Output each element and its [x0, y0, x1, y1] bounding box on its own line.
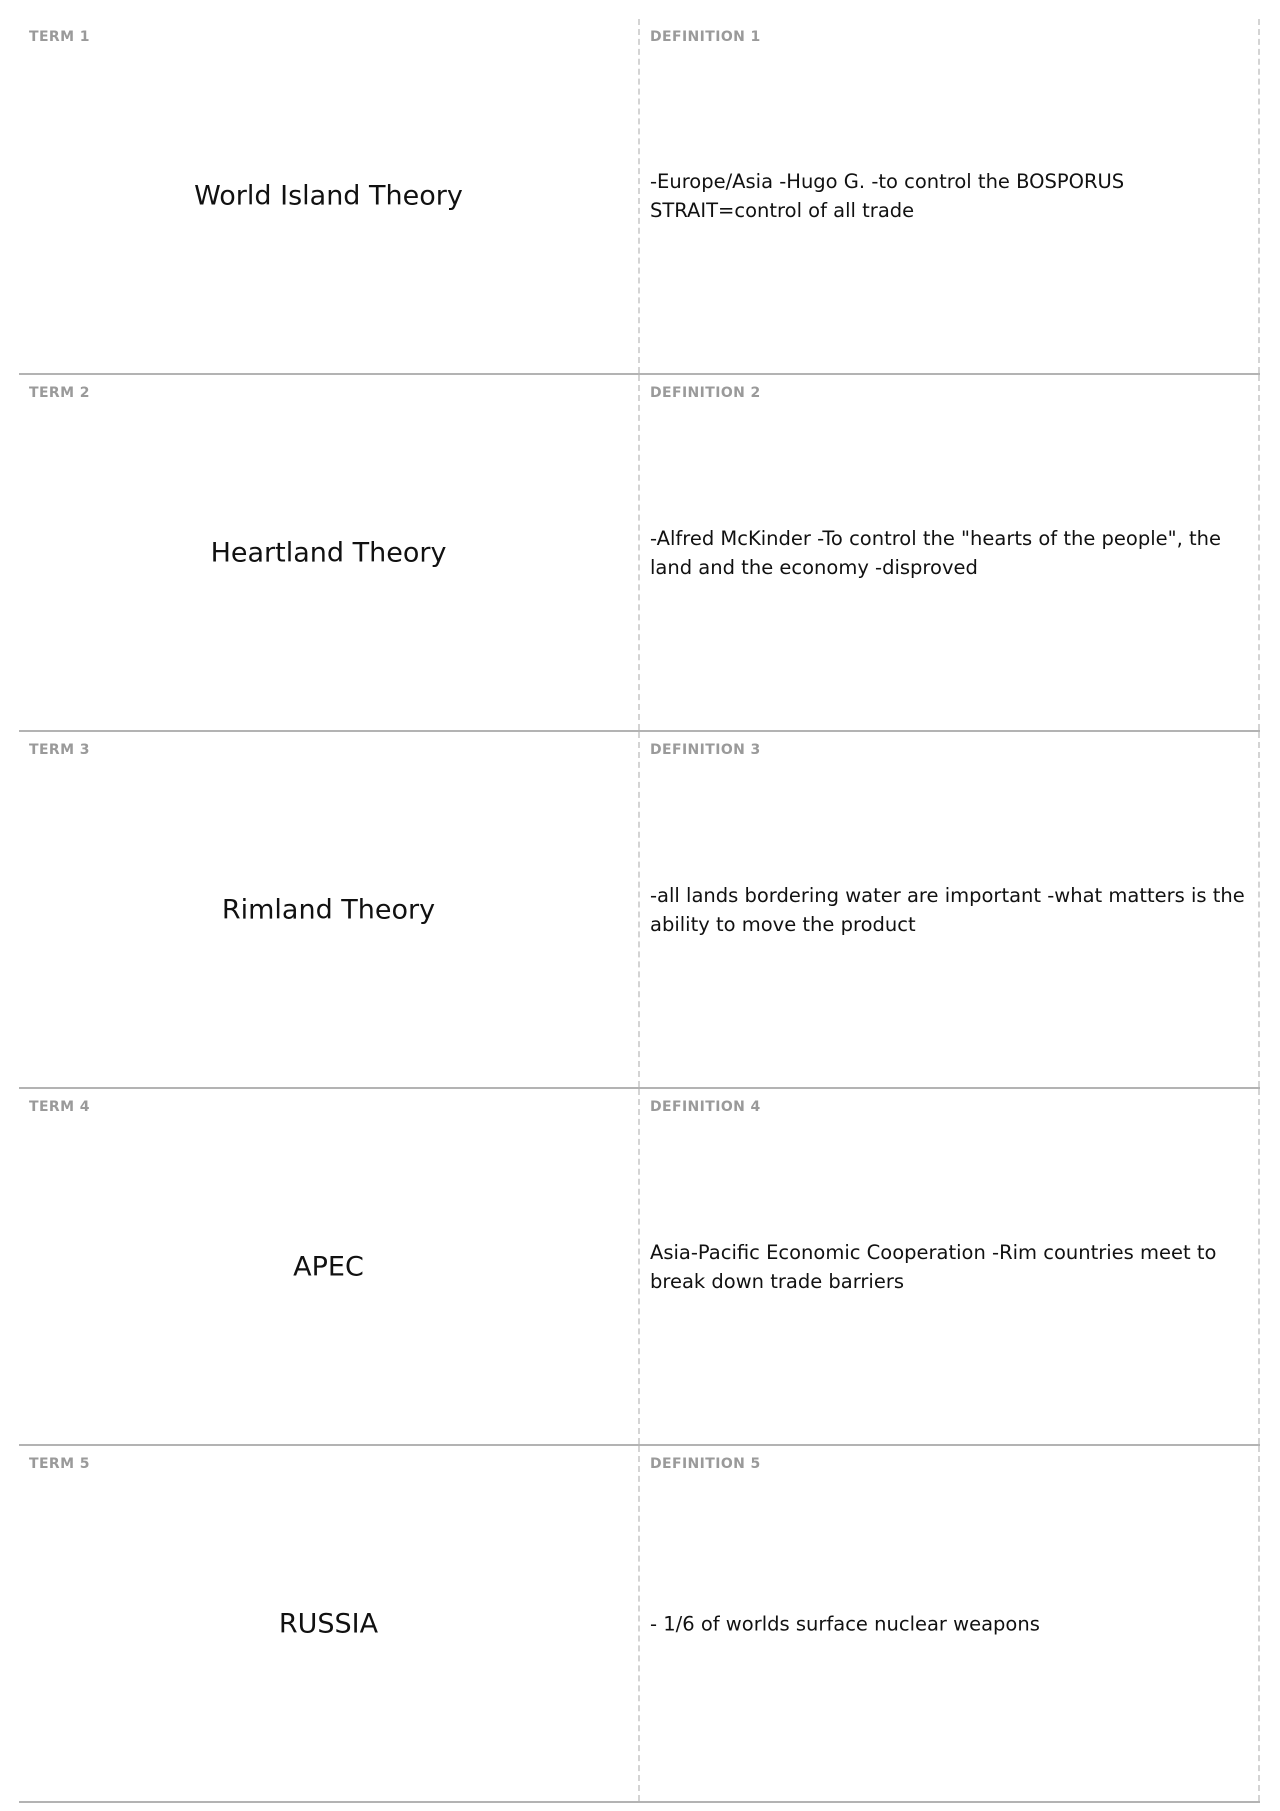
definition-cell — [640, 19, 1260, 373]
definition-cell — [640, 1089, 1260, 1444]
definition-text: -all lands bordering water are important -what matters is the ability to move the product — [650, 883, 1245, 936]
term-text: RUSSIA — [278, 1608, 379, 1639]
term-label: TERM 4 — [29, 1099, 90, 1115]
term-cell — [19, 375, 640, 730]
definition-label: DEFINITION 3 — [650, 742, 761, 758]
term-text: Rimland Theory — [221, 894, 436, 925]
definition-label: DEFINITION 5 — [650, 1456, 761, 1472]
flashcard-row — [19, 1089, 1260, 1446]
definition-text: Asia-Pacific Economic Cooperation -Rim countries meet to break down trade barriers — [650, 1240, 1217, 1293]
definition-cell — [640, 375, 1260, 730]
definition-cell — [640, 732, 1260, 1087]
term-text: APEC — [293, 1251, 364, 1282]
definition-cell — [640, 1446, 1260, 1801]
term-text: World Island Theory — [194, 180, 463, 212]
term-cell — [19, 19, 640, 373]
flashcard-row — [19, 732, 1260, 1089]
term-cell — [19, 1446, 640, 1801]
term-cell — [19, 1089, 640, 1444]
flashcard-row — [19, 19, 1260, 375]
definition-label: DEFINITION 4 — [650, 1099, 761, 1115]
flashcard-row — [19, 1446, 1260, 1803]
definition-label: DEFINITION 1 — [650, 29, 761, 45]
term-cell — [19, 732, 640, 1087]
definition-text: -Alfred McKinder -To control the "hearts of the people", the land and the economy -disproved — [650, 526, 1222, 579]
flashcard-sheet — [19, 19, 1260, 1803]
definition-label: DEFINITION 2 — [650, 385, 761, 401]
definition-text: -Europe/Asia -Hugo G. -to control the BOSPORUS STRAIT=control of all trade — [650, 170, 1125, 222]
term-label: TERM 1 — [29, 29, 90, 45]
term-label: TERM 2 — [29, 385, 90, 401]
flashcard-row — [19, 375, 1260, 732]
term-label: TERM 5 — [29, 1456, 90, 1472]
term-text: Heartland Theory — [210, 537, 447, 568]
definition-text: - 1/6 of worlds surface nuclear weapons — [650, 1612, 1040, 1635]
term-label: TERM 3 — [29, 742, 90, 758]
